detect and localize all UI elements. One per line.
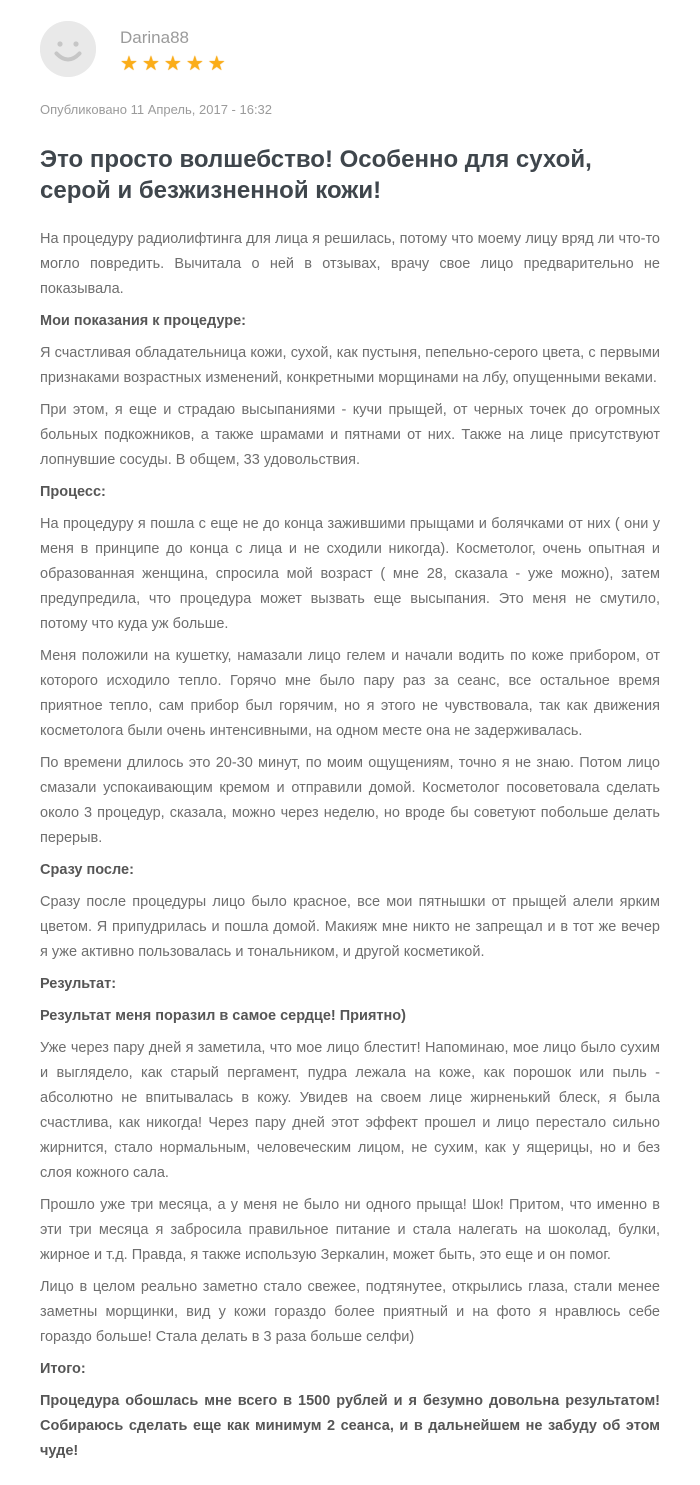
star-icon: ★ — [163, 53, 182, 75]
review-paragraph: Я счастливая обладательница кожи, сухой, как пустыня, пепельно-серого цвета, с первыми признаками возрастных изменений, конкретными морщинами на лбу, опущенными веками. — [40, 345, 660, 386]
review-paragraph: Уже через пару дней я заметила, что мое лицо блестит! Напоминаю, мое лицо было сухим и выглядело, как старый пергамент, пудра лежала на коже, как порошок или пыль - абсолютно не впитывалась в кожу. Увидев на своем лице жирненький блеск, я была счастлива, как никогда! Через пару дней этот эффект прошел и лицо перестало сильно жирнится, стало нормальным, человеческим лицом, не сухим, как у ящерицы, но и без слоя кожного сала. — [40, 1040, 660, 1181]
review-paragraph: По времени длилось это 20-30 минут, по моим ощущениям, точно я не знаю. Потом лицо смазали успокаивающим кремом и отправили домой. Косметолог посоветовала сделать около 3 процедур, сказала, можно через неделю, но вроде бы советуют побольше делать перерыв. — [40, 755, 660, 846]
star-rating — [120, 54, 226, 74]
review-section-heading: Результат меня поразил в самое сердце! Приятно) — [40, 1008, 406, 1024]
review-paragraph: Сразу после процедуры лицо было красное, все мои пятнышки от прыщей алели ярким цветом. Я припудрилась и пошла домой. Макияж мне никто не запрещал и в тот же вечер я уже активно пользовалась и тональником, и другой косметикой. — [40, 894, 660, 960]
review-section-heading: Процедура обошлась мне всего в 1500 рублей и я безумно довольна результатом! Собираюсь сделать еще как минимум 2 сеанса, и в дальнейшем не забуду об этом чуде! — [40, 1393, 660, 1459]
review-section-heading: Процесс: — [40, 484, 106, 500]
review-paragraph: Лицо в целом реально заметно стало свежее, подтянутее, открылись глаза, стали менее заметны морщинки, вид у кожи гораздо более приятный и на фото я нравлюсь себе гораздо больше! Стала делать в 3 раза больше селфи) — [40, 1279, 660, 1345]
review-section-heading: Результат: — [40, 976, 117, 992]
review-section-heading: Итого: — [40, 1361, 86, 1377]
review-paragraph: На процедуру радиолифтинга для лица я решилась, потому что моему лицу вряд ли что-то могло повредить. Вычитала о ней в отзывах, врачу свое лицо предварительно не показывала. — [40, 231, 660, 297]
review-body — [40, 227, 660, 1464]
published-date: Опубликовано 11 Апрель, 2017 - 16:32 — [40, 102, 273, 117]
review-paragraph: При этом, я еще и страдаю высыпаниями - кучи прыщей, от черных точек до огромных больных подкожников, а также шрамами и пятнами от них. Также на лице присутствуют лопнувшие сосуды. В общем, 33 удовольствия. — [40, 402, 660, 468]
smiley-face-icon — [40, 21, 96, 77]
star-icon: ★ — [207, 53, 226, 75]
review-section-heading: Мои показания к процедуре: — [40, 313, 246, 329]
username[interactable]: Darina88 — [120, 28, 189, 47]
star-icon: ★ — [185, 53, 204, 75]
review-paragraph: Меня положили на кушетку, намазали лицо гелем и начали водить по коже прибором, от которого исходило тепло. Горячо мне было пару раз за сеанс, все остальное время приятное тепло, сам прибор был горячим, но я этого не чувствовала, так как движения косметолога были очень интенсивными, на одном месте она не задерживалась. — [40, 648, 660, 739]
star-icon: ★ — [141, 53, 160, 75]
review-paragraph: Прошло уже три месяца, а у меня не было ни одного прыща! Шок! Притом, что именно в эти три месяца я забросила правильное питание и стала налегать на шоколад, булки, жирное и т.д. Правда, я также использую Зеркалин, может быть, это еще и он помог. — [40, 1197, 660, 1263]
star-icon: ★ — [120, 53, 138, 75]
review-title: Это просто волшебство! Особенно для сухой, серой и безжизненной кожи! — [40, 146, 592, 204]
review-section-heading: Сразу после: — [40, 862, 134, 878]
user-avatar[interactable] — [40, 21, 96, 77]
review-paragraph: На процедуру я пошла с еще не до конца зажившими прыщами и болячками от них ( они у меня в принципе до конца с лица и не сходили никогда). Косметолог, очень опытная и образованная женщина, спросила мой возраст ( мне 28, сказала - уже можно), затем предупредила, что процедура может вызвать еще высыпания. Это меня не смутило, потому что куда уж больше. — [40, 516, 660, 632]
review-header — [40, 21, 660, 77]
user-meta — [120, 21, 226, 74]
